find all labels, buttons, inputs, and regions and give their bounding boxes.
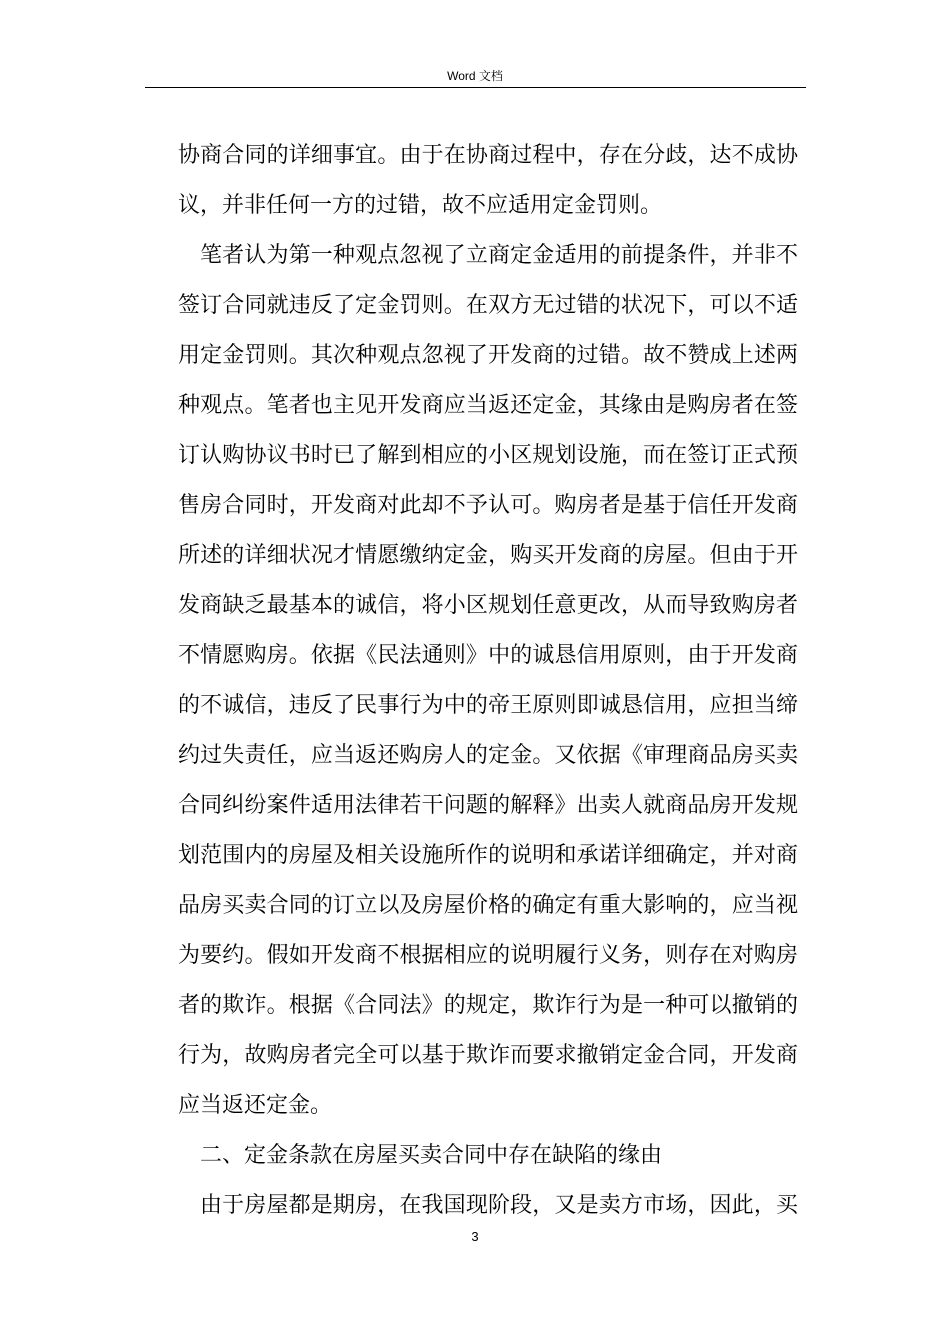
body-line: 不情愿购房。依据《民法通则》中的诚恳信用原则，由于开发商 bbox=[178, 643, 798, 668]
body-line: 约过失责任，应当返还购房人的定金。又依据《审理商品房买卖 bbox=[178, 743, 798, 768]
body-line: 协商合同的详细事宜。由于在协商过程中，存在分歧，达不成协 bbox=[178, 143, 798, 168]
body-line: 笔者认为第一种观点忽视了立商定金适用的前提条件，并非不 bbox=[200, 243, 798, 268]
body-line: 由于房屋都是期房，在我国现阶段，又是卖方市场，因此，买 bbox=[200, 1193, 798, 1218]
document-body bbox=[178, 131, 798, 1231]
body-line: 划范围内的房屋及相关设施所作的说明和承诺详细确定，并对商 bbox=[178, 843, 798, 868]
page-number: 3 bbox=[471, 1229, 479, 1244]
body-line: 签订合同就违反了定金罚则。在双方无过错的状况下，可以不适 bbox=[178, 293, 798, 318]
body-line: 的不诚信，违反了民事行为中的帝王原则即诚恳信用，应担当缔 bbox=[178, 693, 798, 718]
body-line: 为要约。假如开发商不根据相应的说明履行义务，则存在对购房 bbox=[178, 943, 798, 968]
body-line: 所述的详细状况才情愿缴纳定金，购买开发商的房屋。但由于开 bbox=[178, 543, 798, 568]
body-line: 者的欺诈。根据《合同法》的规定，欺诈行为是一种可以撤销的 bbox=[178, 993, 798, 1018]
header-rule bbox=[145, 87, 806, 88]
body-line: 种观点。笔者也主见开发商应当返还定金，其缘由是购房者在签 bbox=[178, 393, 798, 418]
body-line: 议，并非任何一方的过错，故不应适用定金罚则。 bbox=[178, 193, 663, 218]
page-header: Word 文档 bbox=[447, 69, 503, 83]
body-line: 行为，故购房者完全可以基于欺诈而要求撤销定金合同，开发商 bbox=[178, 1043, 798, 1068]
section-heading: 二、定金条款在房屋买卖合同中存在缺陷的缘由 bbox=[200, 1143, 663, 1168]
body-line: 发商缺乏最基本的诚信，将小区规划任意更改，从而导致购房者 bbox=[178, 593, 798, 618]
body-line: 售房合同时，开发商对此却不予认可。购房者是基于信任开发商 bbox=[178, 493, 798, 518]
body-line: 品房买卖合同的订立以及房屋价格的确定有重大影响的，应当视 bbox=[178, 893, 798, 918]
body-line: 合同纠纷案件适用法律若干问题的解释》出卖人就商品房开发规 bbox=[178, 793, 798, 818]
body-line: 用定金罚则。其次种观点忽视了开发商的过错。故不赞成上述两 bbox=[178, 343, 798, 368]
body-line: 应当返还定金。 bbox=[178, 1093, 333, 1118]
body-line: 订认购协议书时已了解到相应的小区规划设施，而在签订正式预 bbox=[178, 443, 798, 468]
